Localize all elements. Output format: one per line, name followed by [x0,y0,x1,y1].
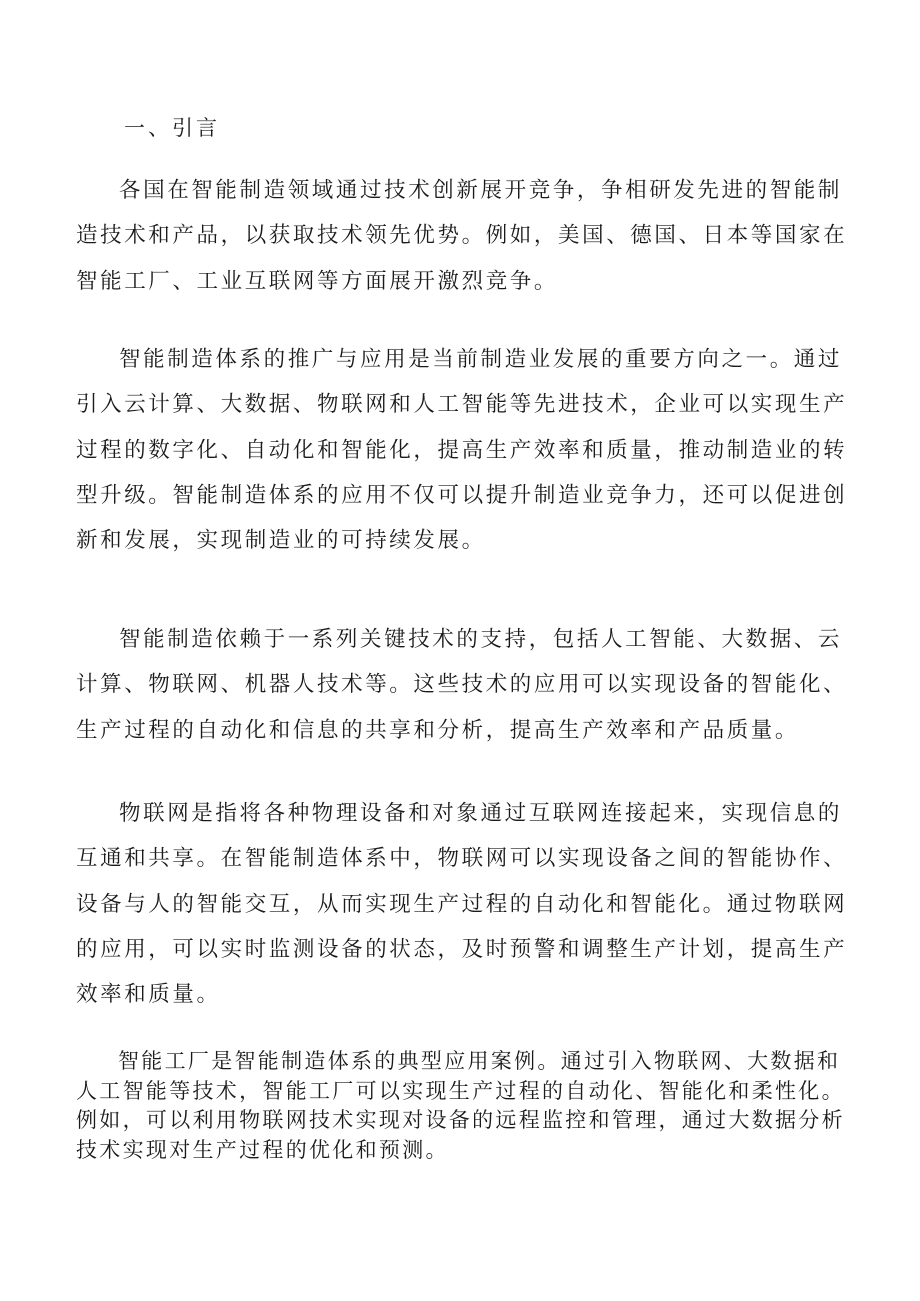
paragraph-key-technologies: 智能制造依赖于一系列关键技术的支持，包括人工智能、大数据、云计算、物联网、机器人技术等。这些技术的应用可以实现设备的智能化、生产过程的自动化和信息的共享和分析，提高生产效率和产品质量。 [76,627,848,743]
paragraph-iot: 物联网是指将各种物理设备和对象通过互联网连接起来，实现信息的互通和共享。在智能制造体系中，物联网可以实现设备之间的智能协作、设备与人的智能交互，从而实现生产过程的自动化和智能化。通过物联网的应用，可以实时监测设备的状态，及时预警和调整生产计划，提高生产效率和质量。 [76,801,848,1008]
paragraph-smart-factory: 智能工厂是智能制造体系的典型应用案例。通过引入物联网、大数据和人工智能等技术，智能工厂可以实现生产过程的自动化、智能化和柔性化。例如，可以利用物联网技术实现对设备的远程监控和管理，通过大数据分析技术实现对生产过程的优化和预测。 [76,1049,845,1162]
paragraph-promotion: 智能制造体系的推广与应用是当前制造业发展的重要方向之一。通过引入云计算、大数据、物联网和人工智能等先进技术，企业可以实现生产过程的数字化、自动化和智能化，提高生产效率和质量，推动制造业的转型升级。智能制造体系的应用不仅可以提升制造业竞争力，还可以促进创新和发展，实现制造业的可持续发展。 [76,347,848,554]
section-heading: 一、引言 [124,116,220,140]
paragraph-competition: 各国在智能制造领域通过技术创新展开竞争，争相研发先进的智能制造技术和产品，以获取技术领先优势。例如，美国、德国、日本等国家在智能工厂、工业互联网等方面展开激烈竞争。 [76,178,848,294]
